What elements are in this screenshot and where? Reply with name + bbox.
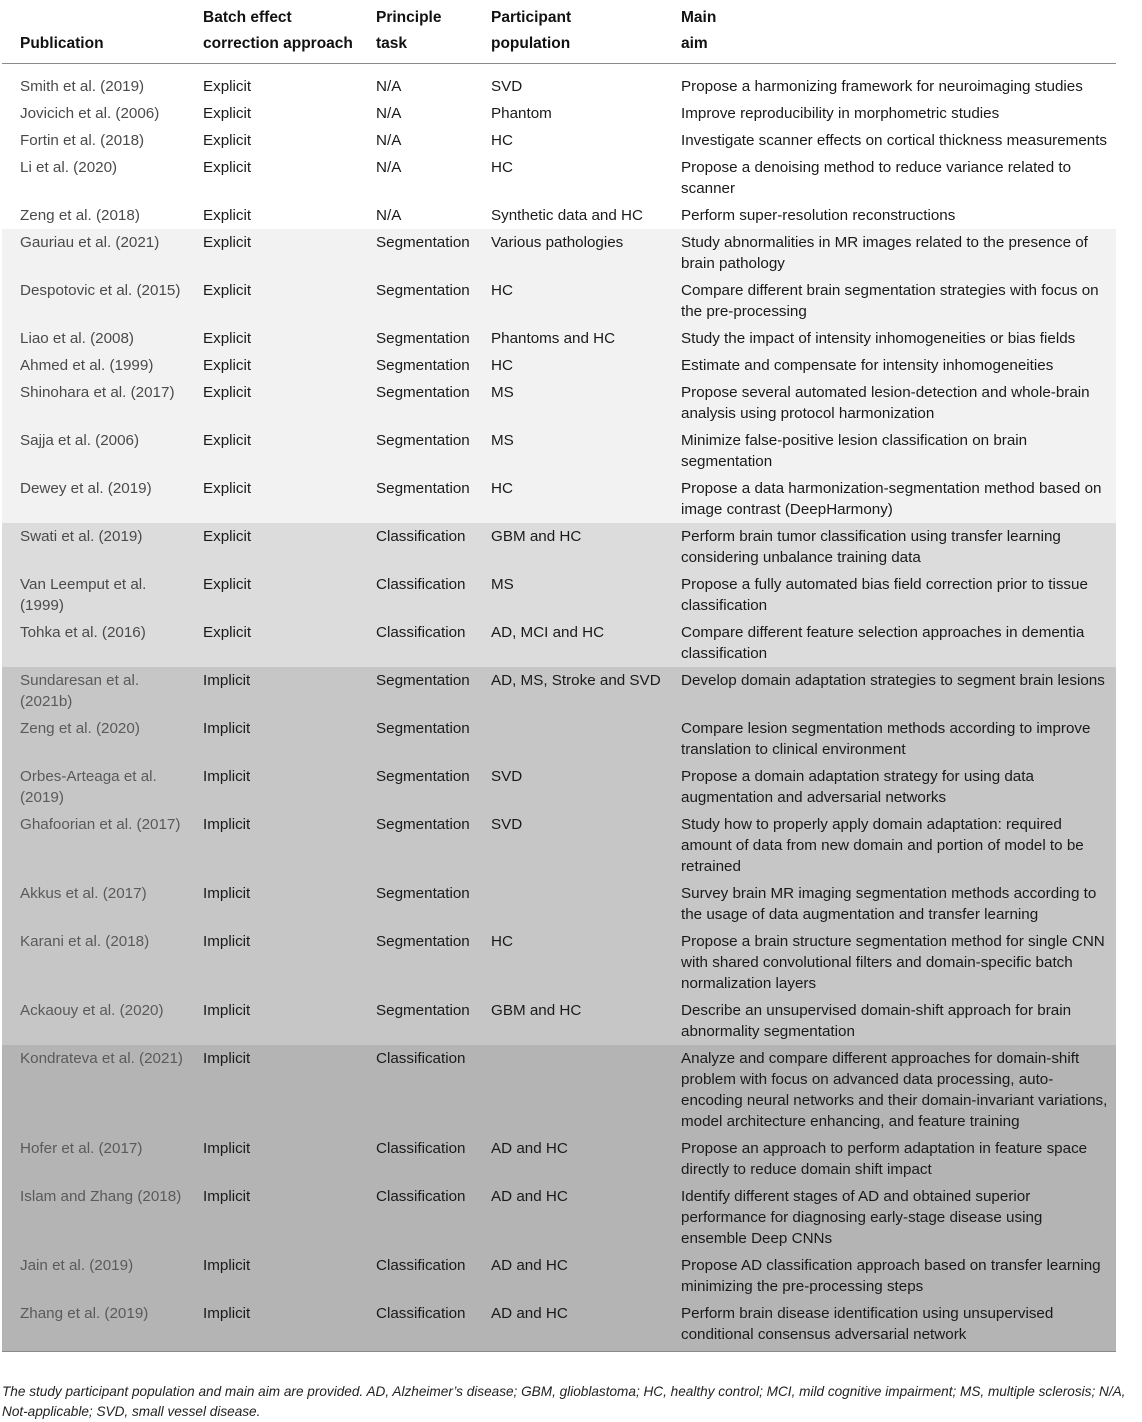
task-cell: Segmentation <box>366 379 481 427</box>
approach-cell: Explicit <box>193 229 366 277</box>
population-cell <box>481 715 671 763</box>
task-cell: Classification <box>366 1045 481 1135</box>
population-cell: AD and HC <box>481 1252 671 1300</box>
table-row <box>2 427 1116 475</box>
table-row <box>2 277 1116 325</box>
publication-cell: Orbes-Arteaga et al. (2019) <box>2 763 193 811</box>
approach-cell: Explicit <box>193 379 366 427</box>
task-cell: Segmentation <box>366 277 481 325</box>
publication-cell: Ahmed et al. (1999) <box>2 352 193 379</box>
population-cell: GBM and HC <box>481 997 671 1045</box>
task-cell: N/A <box>366 154 481 202</box>
table-row <box>2 619 1116 667</box>
table-row <box>2 64 1116 101</box>
task-cell: N/A <box>366 100 481 127</box>
aim-cell: Study the impact of intensity inhomogeneities or bias fields <box>671 325 1116 352</box>
aim-cell: Propose a data harmonization-segmentation method based on image contrast (DeepHarmony) <box>671 475 1116 523</box>
population-cell: SVD <box>481 64 671 101</box>
approach-cell: Implicit <box>193 1183 366 1252</box>
publication-cell: Ghafoorian et al. (2017) <box>2 811 193 880</box>
approach-cell: Implicit <box>193 667 366 715</box>
approach-cell: Explicit <box>193 64 366 101</box>
population-cell: Various pathologies <box>481 229 671 277</box>
task-cell: Segmentation <box>366 325 481 352</box>
population-cell: MS <box>481 571 671 619</box>
publication-cell: Jovicich et al. (2006) <box>2 100 193 127</box>
publications-table <box>2 0 1116 1352</box>
publication-cell: Sundaresan et al. (2021b) <box>2 667 193 715</box>
task-cell: N/A <box>366 202 481 229</box>
task-cell: Classification <box>366 523 481 571</box>
approach-cell: Implicit <box>193 880 366 928</box>
population-cell <box>481 880 671 928</box>
table-row <box>2 1300 1116 1352</box>
approach-cell: Explicit <box>193 277 366 325</box>
population-cell: HC <box>481 475 671 523</box>
aim-cell: Study how to properly apply domain adaptation: required amount of data from new domain and portion of model to be retrained <box>671 811 1116 880</box>
aim-cell: Propose a denoising method to reduce variance related to scanner <box>671 154 1116 202</box>
aim-cell: Minimize false-positive lesion classification on brain segmentation <box>671 427 1116 475</box>
task-cell: Segmentation <box>366 763 481 811</box>
aim-cell: Perform brain disease identification using unsupervised conditional consensus adversarial network <box>671 1300 1116 1352</box>
publication-cell: Shinohara et al. (2017) <box>2 379 193 427</box>
aim-cell: Propose AD classification approach based on transfer learning minimizing the pre-processing steps <box>671 1252 1116 1300</box>
publication-cell: Hofer et al. (2017) <box>2 1135 193 1183</box>
task-cell: Segmentation <box>366 997 481 1045</box>
task-cell: Segmentation <box>366 667 481 715</box>
population-cell: HC <box>481 277 671 325</box>
aim-cell: Compare lesion segmentation methods according to improve translation to clinical environment <box>671 715 1116 763</box>
table-row <box>2 475 1116 523</box>
approach-cell: Explicit <box>193 154 366 202</box>
approach-cell: Explicit <box>193 352 366 379</box>
aim-cell: Propose a fully automated bias field correction prior to tissue classification <box>671 571 1116 619</box>
publication-cell: Zeng et al. (2020) <box>2 715 193 763</box>
task-cell: Classification <box>366 571 481 619</box>
population-cell: Phantoms and HC <box>481 325 671 352</box>
table-row <box>2 352 1116 379</box>
approach-cell: Implicit <box>193 1252 366 1300</box>
publication-cell: Smith et al. (2019) <box>2 64 193 101</box>
population-cell: AD and HC <box>481 1183 671 1252</box>
approach-cell: Implicit <box>193 763 366 811</box>
header-batch-effect: Batch effect correction approach <box>193 0 366 64</box>
aim-cell: Propose an approach to perform adaptation in feature space directly to reduce domain shift impact <box>671 1135 1116 1183</box>
table-row <box>2 100 1116 127</box>
table-row <box>2 523 1116 571</box>
aim-cell: Improve reproducibility in morphometric studies <box>671 100 1116 127</box>
table-row <box>2 811 1116 880</box>
task-cell: Segmentation <box>366 811 481 880</box>
table-caption: The study participant population and main aim are provided. AD, Alzheimer’s disease; GBM, glioblastoma; HC, healthy control; MCI, mild cognitive impairment; MS, multiple sclerosis; N/A, Not-applicable; SVD, small vessel disease. <box>2 1384 1126 1419</box>
publication-cell: Kondrateva et al. (2021) <box>2 1045 193 1135</box>
task-cell: Segmentation <box>366 880 481 928</box>
population-cell: Phantom <box>481 100 671 127</box>
approach-cell: Implicit <box>193 997 366 1045</box>
table-row <box>2 763 1116 811</box>
publication-cell: Van Leemput et al. (1999) <box>2 571 193 619</box>
aim-cell: Investigate scanner effects on cortical thickness measurements <box>671 127 1116 154</box>
publication-cell: Li et al. (2020) <box>2 154 193 202</box>
table-body <box>2 64 1116 1352</box>
publication-cell: Dewey et al. (2019) <box>2 475 193 523</box>
table-row <box>2 880 1116 928</box>
header-principle-task: Principle task <box>366 0 481 64</box>
approach-cell: Explicit <box>193 100 366 127</box>
approach-cell: Implicit <box>193 1135 366 1183</box>
publication-cell: Akkus et al. (2017) <box>2 880 193 928</box>
publication-cell: Liao et al. (2008) <box>2 325 193 352</box>
population-cell: AD, MCI and HC <box>481 619 671 667</box>
aim-cell: Develop domain adaptation strategies to segment brain lesions <box>671 667 1116 715</box>
aim-cell: Study abnormalities in MR images related to the presence of brain pathology <box>671 229 1116 277</box>
task-cell: Classification <box>366 1300 481 1352</box>
table-row <box>2 1135 1116 1183</box>
task-cell: Classification <box>366 1183 481 1252</box>
population-cell: Synthetic data and HC <box>481 202 671 229</box>
table-row <box>2 202 1116 229</box>
publication-cell: Karani et al. (2018) <box>2 928 193 997</box>
aim-cell: Propose a brain structure segmentation method for single CNN with shared convolutional filters and domain-specific batch normalization layers <box>671 928 1116 997</box>
approach-cell: Explicit <box>193 523 366 571</box>
header-main-aim: Main aim <box>671 0 1116 64</box>
table-row <box>2 1252 1116 1300</box>
population-cell <box>481 1045 671 1135</box>
approach-cell: Explicit <box>193 325 366 352</box>
table-row <box>2 154 1116 202</box>
population-cell: HC <box>481 154 671 202</box>
table-row <box>2 229 1116 277</box>
publication-cell: Gauriau et al. (2021) <box>2 229 193 277</box>
population-cell: MS <box>481 427 671 475</box>
task-cell: Segmentation <box>366 229 481 277</box>
approach-cell: Implicit <box>193 928 366 997</box>
aim-cell: Identify different stages of AD and obtained superior performance for diagnosing early-stage disease using ensemble Deep CNNs <box>671 1183 1116 1252</box>
aim-cell: Compare different feature selection approaches in dementia classification <box>671 619 1116 667</box>
table-row <box>2 379 1116 427</box>
approach-cell: Explicit <box>193 475 366 523</box>
population-cell: AD and HC <box>481 1135 671 1183</box>
table-row <box>2 1183 1116 1252</box>
aim-cell: Estimate and compensate for intensity inhomogeneities <box>671 352 1116 379</box>
table-row <box>2 127 1116 154</box>
approach-cell: Explicit <box>193 571 366 619</box>
approach-cell: Explicit <box>193 619 366 667</box>
table-row <box>2 571 1116 619</box>
task-cell: Segmentation <box>366 427 481 475</box>
approach-cell: Implicit <box>193 811 366 880</box>
task-cell: Classification <box>366 1252 481 1300</box>
task-cell: Classification <box>366 1135 481 1183</box>
aim-cell: Describe an unsupervised domain-shift approach for brain abnormality segmentation <box>671 997 1116 1045</box>
aim-cell: Propose a harmonizing framework for neuroimaging studies <box>671 64 1116 101</box>
population-cell: SVD <box>481 763 671 811</box>
task-cell: Segmentation <box>366 352 481 379</box>
approach-cell: Implicit <box>193 1300 366 1352</box>
task-cell: N/A <box>366 64 481 101</box>
population-cell: SVD <box>481 811 671 880</box>
population-cell: AD, MS, Stroke and SVD <box>481 667 671 715</box>
approach-cell: Explicit <box>193 127 366 154</box>
population-cell: HC <box>481 352 671 379</box>
aim-cell: Propose several automated lesion-detection and whole-brain analysis using protocol harmonization <box>671 379 1116 427</box>
aim-cell: Perform brain tumor classification using transfer learning considering unbalance training data <box>671 523 1116 571</box>
task-cell: Segmentation <box>366 928 481 997</box>
publication-cell: Swati et al. (2019) <box>2 523 193 571</box>
population-cell: GBM and HC <box>481 523 671 571</box>
aim-cell: Compare different brain segmentation strategies with focus on the pre-processing <box>671 277 1116 325</box>
table-row <box>2 325 1116 352</box>
publication-cell: Zhang et al. (2019) <box>2 1300 193 1352</box>
task-cell: N/A <box>366 127 481 154</box>
task-cell: Classification <box>366 619 481 667</box>
aim-cell: Survey brain MR imaging segmentation methods according to the usage of data augmentation and transfer learning <box>671 880 1116 928</box>
table-row <box>2 715 1116 763</box>
publication-cell: Tohka et al. (2016) <box>2 619 193 667</box>
table-row <box>2 928 1116 997</box>
aim-cell: Propose a domain adaptation strategy for using data augmentation and adversarial networks <box>671 763 1116 811</box>
approach-cell: Implicit <box>193 1045 366 1135</box>
population-cell: AD and HC <box>481 1300 671 1352</box>
aim-cell: Perform super-resolution reconstructions <box>671 202 1116 229</box>
population-cell: MS <box>481 379 671 427</box>
population-cell: HC <box>481 928 671 997</box>
header-publication: Publication <box>2 0 193 64</box>
approach-cell: Explicit <box>193 427 366 475</box>
population-cell: HC <box>481 127 671 154</box>
publication-cell: Fortin et al. (2018) <box>2 127 193 154</box>
publication-cell: Zeng et al. (2018) <box>2 202 193 229</box>
approach-cell: Explicit <box>193 202 366 229</box>
aim-cell: Analyze and compare different approaches for domain-shift problem with focus on advanced data processing, auto-encoding neural networks and their domain-invariant variations, model architecture enhancing, and feature training <box>671 1045 1116 1135</box>
publication-cell: Despotovic et al. (2015) <box>2 277 193 325</box>
table-header <box>2 0 1116 64</box>
publication-cell: Islam and Zhang (2018) <box>2 1183 193 1252</box>
header-participant-population: Participant population <box>481 0 671 64</box>
table-row <box>2 667 1116 715</box>
table-row <box>2 997 1116 1045</box>
approach-cell: Implicit <box>193 715 366 763</box>
task-cell: Segmentation <box>366 715 481 763</box>
publication-cell: Jain et al. (2019) <box>2 1252 193 1300</box>
publication-cell: Sajja et al. (2006) <box>2 427 193 475</box>
task-cell: Segmentation <box>366 475 481 523</box>
table-row <box>2 1045 1116 1135</box>
publication-cell: Ackaouy et al. (2020) <box>2 997 193 1045</box>
